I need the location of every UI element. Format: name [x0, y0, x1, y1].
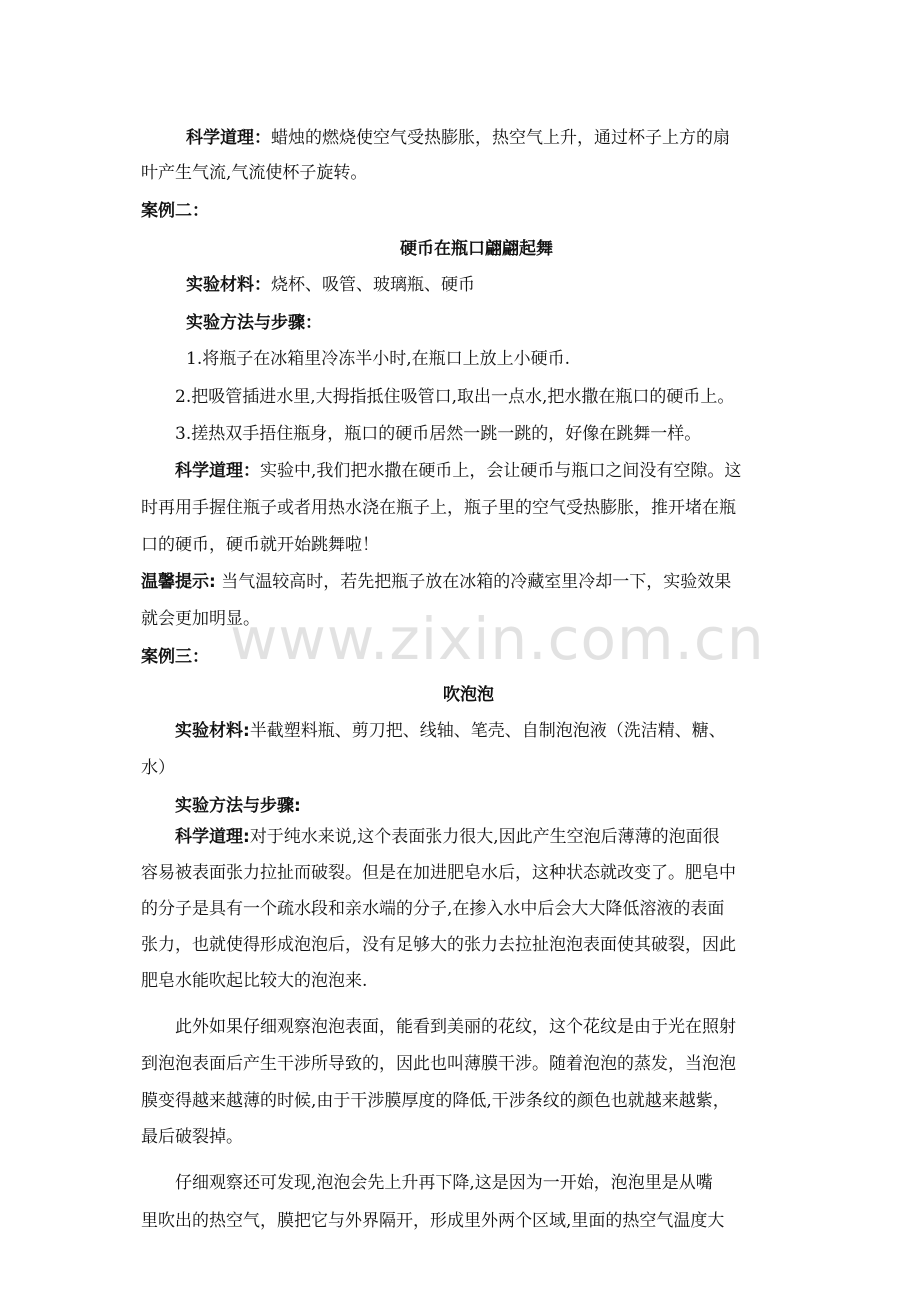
paragraph-line: 的分子是具有一个疏水段和亲水端的分子,在掺入水中后会大大降低溶液的表面	[141, 899, 725, 919]
science-principle-2	[175, 460, 741, 482]
science-principle-1	[186, 127, 730, 149]
paragraph-line: 膜变得越来越薄的时候,由于干涉膜厚度的降低,干涉条纹的颜色也就越来越紫，	[141, 1091, 730, 1111]
paragraph-line: 时再用手握住瓶子或者用热水浇在瓶子上，瓶子里的空气受热膨胀，推开堵在瓶	[141, 498, 736, 518]
materials-text: 烧杯、吸管、玻璃瓶、硬币	[271, 275, 475, 295]
step-1: 1.将瓶子在冰箱里冷冻半小时,在瓶口上放上小硬币.	[186, 349, 571, 369]
paragraph-line: 肥皂水能吹起比较大的泡泡来.	[141, 971, 368, 991]
science-principle-3	[175, 826, 720, 848]
paragraph-line: 口的硬币，硬币就开始跳舞啦！	[141, 535, 379, 555]
paragraph-line: 到泡泡表面后产生干涉所导致的，因此也叫薄膜干涉。随着泡泡的蒸发，当泡泡	[141, 1054, 736, 1074]
step-2: 2.把吸管插进水里,大拇指抵住吸管口,取出一点水,把水撒在瓶口的硬币上。	[175, 387, 735, 407]
paragraph-text: 实验中,我们把水撒在硬币上，会让硬币与瓶口之间没有空隙。这	[260, 461, 742, 481]
watermark: www.zixin.com.cn	[230, 605, 765, 673]
paragraph-line: 仔细观察还可发现,泡泡会先上升再下降,这是因为一开始，泡泡里是从嘴	[175, 1173, 713, 1193]
label-materials: 实验材料：	[186, 275, 271, 295]
case-three-heading: 案例三：	[141, 647, 209, 667]
label-science-principle: 科学道理：	[186, 128, 271, 148]
materials-line	[175, 720, 726, 742]
tip-text: 当气温较高时，若先把瓶子放在冰箱的冷藏室里冷却一下，实验效果	[215, 572, 732, 592]
method-heading: 实验方法与步骤：	[186, 313, 322, 333]
materials-text: 半截塑料瓶、剪刀把、线轴、笔壳、自制泡泡液（洗洁精、糖、	[249, 721, 726, 741]
paragraph-text: 蜡烛的燃烧使空气受热膨胀，热空气上升，通过杯子上方的扇	[271, 128, 730, 148]
case-three-title: 吹泡泡	[443, 685, 494, 705]
paragraph-line: 里吹出的热空气，膜把它与外界隔开，形成里外两个区域,里面的热空气温度大	[141, 1211, 725, 1231]
paragraph-line: 最后破裂掉。	[141, 1127, 243, 1147]
case-two-title: 硬币在瓶口翩翩起舞	[400, 239, 553, 259]
paragraph-line: 水）	[141, 758, 175, 778]
materials-line	[186, 274, 475, 296]
paragraph-line: 张力，也就使得形成泡泡后，没有足够大的张力去拉扯泡泡表面使其破裂，因此	[141, 935, 736, 955]
case-two-heading: 案例二：	[141, 201, 209, 221]
tip-line	[141, 571, 731, 593]
label-science-principle: 科学道理:	[175, 827, 250, 847]
label-materials: 实验材料:	[175, 721, 250, 741]
paragraph-line: 容易被表面张力拉扯而破裂。但是在加进肥皂水后，这种状态就改变了。肥皂中	[141, 863, 736, 883]
paragraph-line: 就会更加明显。	[141, 609, 260, 629]
paragraph-line: 此外如果仔细观察泡泡表面，能看到美丽的花纹，这个花纹是由于光在照射	[175, 1017, 736, 1037]
step-3: 3.搓热双手捂住瓶身，瓶口的硬币居然一跳一跳的，好像在跳舞一样。	[175, 424, 702, 444]
paragraph-line: 叶产生气流,气流使杯子旋转。	[141, 163, 368, 183]
label-tip: 温馨提示:	[141, 572, 216, 592]
paragraph-text: 对于纯水来说,这个表面张力很大,因此产生空泡后薄薄的泡面很	[249, 827, 720, 847]
method-heading: 实验方法与步骤:	[175, 796, 301, 816]
label-science-principle: 科学道理：	[175, 461, 260, 481]
